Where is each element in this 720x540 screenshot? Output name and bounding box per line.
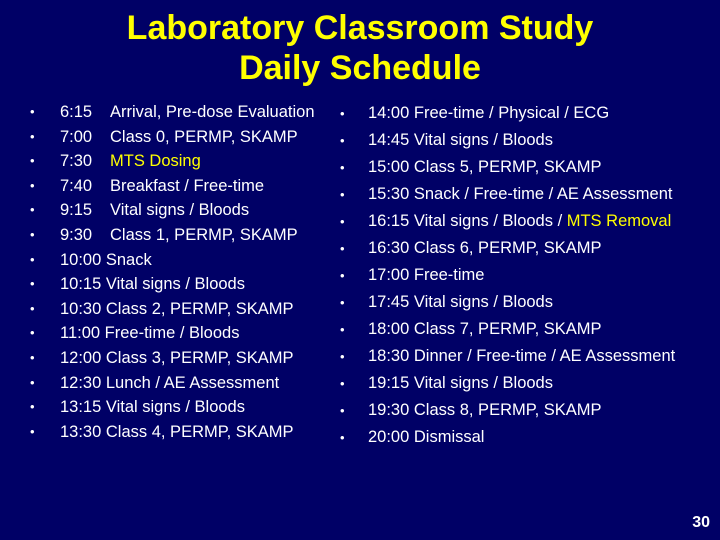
schedule-item <box>30 248 340 273</box>
schedule-item <box>340 208 710 235</box>
title-line-2: Daily Schedule <box>239 49 481 87</box>
schedule-item <box>340 370 710 397</box>
schedule-time: 7:40 <box>60 176 93 195</box>
schedule-text: 16:30 Class 6, PERMP, SKAMP <box>368 239 602 257</box>
schedule-entry: 12:00 Class 3, PERMP, SKAMP <box>60 348 294 367</box>
bullet-icon: • <box>340 187 345 202</box>
schedule-text: 14:45 Vital signs / Bloods <box>368 131 553 149</box>
schedule-text: 19:30 Class 8, PERMP, SKAMP <box>368 401 602 419</box>
schedule-item <box>30 223 340 248</box>
bullet-icon: • <box>340 349 345 364</box>
bullet-icon: • <box>30 153 35 169</box>
schedule-text: 15:00 Class 5, PERMP, SKAMP <box>368 158 602 176</box>
schedule-time: 7:30 <box>60 152 93 171</box>
schedule-item <box>30 395 340 420</box>
schedule-item <box>340 235 710 262</box>
schedule-item <box>340 154 710 181</box>
schedule-entry <box>368 154 602 181</box>
schedule-item <box>340 289 710 316</box>
schedule-item <box>30 149 340 174</box>
bullet-icon: • <box>340 133 345 148</box>
schedule-text: 19:15 Vital signs / Bloods <box>368 374 553 392</box>
schedule-entry <box>368 208 671 235</box>
schedule-item <box>30 100 340 125</box>
schedule-item <box>30 371 340 396</box>
schedule-entry: 10:00 Snack <box>60 250 152 269</box>
schedule-entry: 12:30 Lunch / AE Assessment <box>60 373 280 392</box>
schedule-text: 15:30 Snack / Free-time / AE Assessment <box>368 185 673 203</box>
schedule-text: 18:00 Class 7, PERMP, SKAMP <box>368 320 602 338</box>
bullet-icon: • <box>340 160 345 175</box>
schedule-entry <box>368 127 553 154</box>
schedule-entry <box>368 343 675 370</box>
schedule-activity: Vital signs / Bloods <box>110 201 250 220</box>
schedule-entry <box>368 370 553 397</box>
schedule-entry: 13:30 Class 4, PERMP, SKAMP <box>60 422 294 441</box>
schedule-activity: Class 0, PERMP, SKAMP <box>110 127 298 146</box>
bullet-icon: • <box>30 423 35 439</box>
schedule-highlight: MTS Removal <box>566 212 672 230</box>
bullet-icon: • <box>30 177 35 193</box>
schedule-entry <box>368 424 484 451</box>
schedule-entry: 10:15 Vital signs / Bloods <box>60 275 245 294</box>
schedule-item <box>30 272 340 297</box>
bullet-icon: • <box>30 300 35 316</box>
bullet-icon: • <box>30 251 35 267</box>
schedule-activity: Class 1, PERMP, SKAMP <box>110 225 298 244</box>
schedule-entry <box>368 316 602 343</box>
schedule-entry <box>368 100 609 127</box>
left-schedule-list <box>30 100 340 444</box>
schedule-time: 9:30 <box>60 225 93 244</box>
schedule-entry <box>368 289 553 316</box>
schedule-item <box>340 397 710 424</box>
schedule-text: 17:00 Free-time <box>368 266 485 284</box>
bullet-icon: • <box>340 268 345 283</box>
schedule-item <box>340 424 710 451</box>
title-line-1: Laboratory Classroom Study <box>126 9 594 47</box>
schedule-item <box>30 198 340 223</box>
bullet-icon: • <box>340 106 345 121</box>
bullet-icon: • <box>340 241 345 256</box>
schedule-activity: MTS Dosing <box>110 152 201 171</box>
slide-title <box>0 8 720 88</box>
bullet-icon: • <box>340 376 345 391</box>
schedule-entry: 13:15 Vital signs / Bloods <box>60 398 245 417</box>
schedule-text: 20:00 Dismissal <box>368 428 485 446</box>
bullet-icon: • <box>30 128 35 144</box>
schedule-item <box>30 297 340 322</box>
schedule-item <box>30 125 340 150</box>
schedule-activity: Breakfast / Free-time <box>110 176 265 195</box>
schedule-item <box>340 343 710 370</box>
bullet-icon: • <box>30 276 35 292</box>
schedule-entry <box>368 181 672 208</box>
schedule-item <box>340 316 710 343</box>
schedule-entry <box>368 262 484 289</box>
schedule-item <box>340 100 710 127</box>
schedule-entry: 11:00 Free-time / Bloods <box>60 324 240 343</box>
bullet-icon: • <box>340 403 345 418</box>
schedule-item <box>340 262 710 289</box>
bullet-icon: • <box>30 374 35 390</box>
bullet-icon: • <box>340 295 345 310</box>
schedule-item <box>30 346 340 371</box>
bullet-icon: • <box>340 214 345 229</box>
bullet-icon: • <box>340 430 345 445</box>
schedule-text: 17:45 Vital signs / Bloods <box>368 293 553 311</box>
schedule-item <box>30 174 340 199</box>
schedule-entry <box>368 235 602 262</box>
schedule-time: 9:15 <box>60 201 93 220</box>
schedule-text: 18:30 Dinner / Free-time / AE Assessment <box>368 347 676 365</box>
schedule-item <box>30 321 340 346</box>
right-schedule-list <box>340 100 710 451</box>
schedule-time: 7:00 <box>60 127 93 146</box>
bullet-icon: • <box>30 399 35 415</box>
schedule-entry: 10:30 Class 2, PERMP, SKAMP <box>60 299 294 318</box>
bullet-icon: • <box>30 325 35 341</box>
bullet-icon: • <box>30 104 35 119</box>
schedule-entry <box>368 397 602 424</box>
schedule-time: 6:15 <box>60 103 93 121</box>
schedule-item <box>30 420 340 445</box>
page-number: 30 <box>692 514 710 531</box>
schedule-item <box>340 181 710 208</box>
bullet-icon: • <box>30 202 35 218</box>
schedule-text: 16:15 Vital signs / Bloods / <box>368 212 567 230</box>
schedule-text: 14:00 Free-time / Physical / ECG <box>368 104 610 122</box>
bullet-icon: • <box>340 322 345 337</box>
bullet-icon: • <box>30 349 35 365</box>
schedule-activity: Arrival, Pre-dose Evaluation <box>110 103 315 121</box>
schedule-item <box>340 127 710 154</box>
bullet-icon: • <box>30 226 35 242</box>
